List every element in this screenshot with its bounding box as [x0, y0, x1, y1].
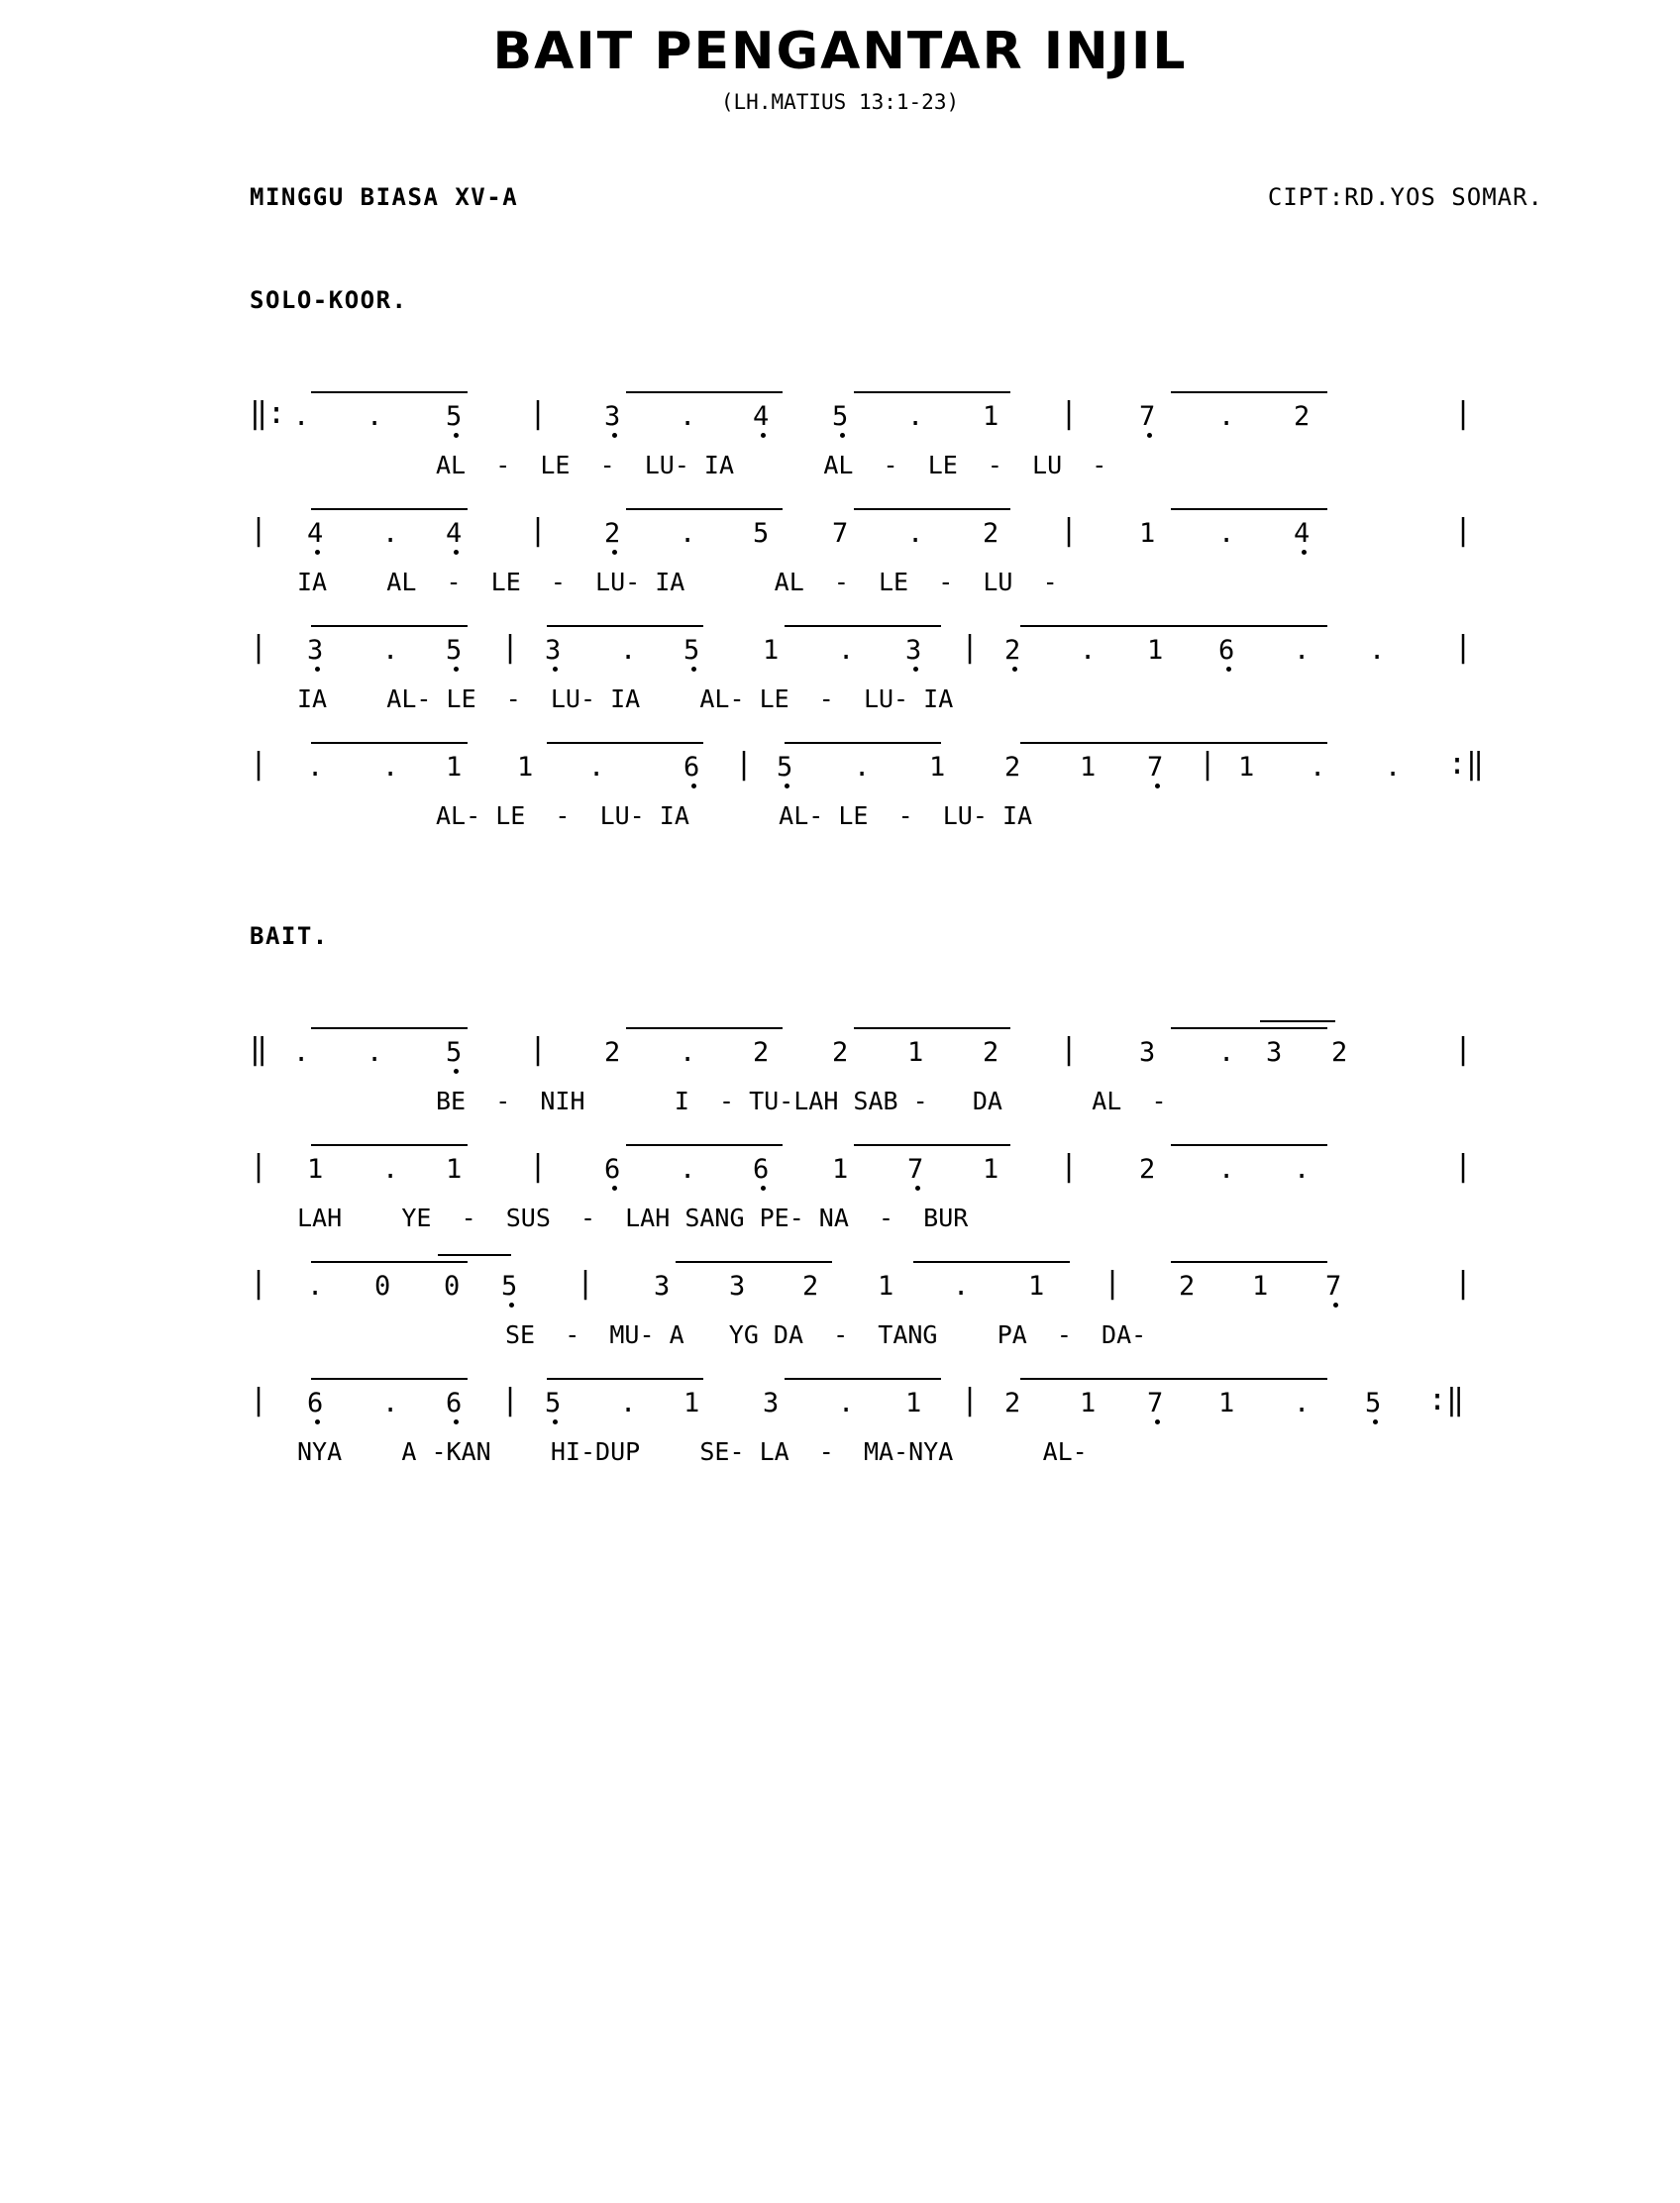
staff-row: [250, 369, 1680, 486]
note-token: .: [680, 1154, 696, 1186]
note-token: 3: [604, 401, 621, 433]
note-token: .: [1218, 1037, 1235, 1069]
lyric-line: BE - NIH I - TU-LAH SAB - DA AL -: [436, 1087, 1167, 1116]
note-token: 1: [832, 1154, 849, 1186]
note-token: 3: [763, 1388, 780, 1419]
barline: |: [1454, 630, 1473, 666]
note-token: 1: [983, 401, 999, 433]
note-token: .: [854, 752, 871, 784]
note-token: 5: [446, 401, 463, 433]
note-token: 6: [753, 1154, 770, 1186]
note-token: 2: [753, 1037, 770, 1069]
sheet-music-page: [0, 24, 1680, 2203]
note-token: .: [1294, 1154, 1311, 1186]
note-token: .: [907, 401, 924, 433]
note-token: 6: [1218, 635, 1235, 667]
note-token: 4: [753, 401, 770, 433]
note-token: 1: [307, 1154, 324, 1186]
barline: |: [961, 630, 980, 666]
note-token: .: [382, 1388, 399, 1419]
barline: |: [250, 1383, 268, 1418]
note-token: 2: [1179, 1271, 1196, 1303]
note-token: .: [1218, 1154, 1235, 1186]
barline: |: [1103, 1266, 1122, 1302]
note-token: .: [838, 1388, 855, 1419]
barline: |: [1199, 747, 1217, 783]
note-token: 3: [905, 635, 922, 667]
note-token: 3: [654, 1271, 671, 1303]
note-token: 1: [1028, 1271, 1045, 1303]
barline: |: [250, 1266, 268, 1302]
note-token: 1: [907, 1037, 924, 1069]
note-token: 7: [1139, 401, 1156, 433]
staff-row: [250, 1122, 1680, 1239]
note-token: .: [382, 518, 399, 550]
note-token: 2: [1294, 401, 1311, 433]
note-token: .: [680, 518, 696, 550]
note-token: 6: [683, 752, 700, 784]
lyric-line: IA AL - LE - LU- IA AL - LE - LU -: [297, 568, 1058, 597]
note-token: 2: [1004, 635, 1021, 667]
note-token: 5: [683, 635, 700, 667]
barline: |: [1454, 396, 1473, 432]
note-token: 2: [604, 518, 621, 550]
lyric-line: IA AL- LE - LU- IA AL- LE - LU- IA: [297, 684, 954, 714]
note-token: 2: [1004, 1388, 1021, 1419]
note-token: 5: [501, 1271, 518, 1303]
barline: |: [1060, 396, 1079, 432]
note-token: 2: [802, 1271, 819, 1303]
note-token: .: [307, 752, 324, 784]
note-token: 6: [604, 1154, 621, 1186]
lyric-line: NYA A -KAN HI-DUP SE- LA - MA-NYA AL-: [297, 1437, 1088, 1467]
note-token: 1: [1238, 752, 1255, 784]
note-token: 5: [753, 518, 770, 550]
note-token: 1: [517, 752, 534, 784]
note-token: .: [382, 635, 399, 667]
note-token: 3: [729, 1271, 746, 1303]
note-token: 1: [446, 752, 463, 784]
note-token: 7: [1325, 1271, 1342, 1303]
meta-row: [0, 183, 1680, 217]
note-token: .: [1294, 635, 1311, 667]
barline: |: [1454, 1266, 1473, 1302]
note-token: .: [1218, 401, 1235, 433]
note-token: 5: [1365, 1388, 1382, 1419]
note-token: 5: [545, 1388, 562, 1419]
repeat-end-sign: :‖: [1428, 1383, 1465, 1418]
note-token: 2: [1139, 1154, 1156, 1186]
staff-row: [250, 486, 1680, 603]
note-token: .: [680, 1037, 696, 1069]
page-subtitle: (LH.MATIUS 13:1-23): [720, 90, 960, 115]
note-token: 5: [777, 752, 793, 784]
note-token: .: [680, 401, 696, 433]
note-token: 4: [307, 518, 324, 550]
note-token: 1: [1139, 518, 1156, 550]
note-token: .: [382, 1154, 399, 1186]
note-token: .: [838, 635, 855, 667]
barline: |: [529, 1149, 548, 1185]
note-token: 2: [604, 1037, 621, 1069]
note-token: .: [1294, 1388, 1311, 1419]
note-token: .: [907, 518, 924, 550]
barline: |: [529, 1032, 548, 1068]
barline: |: [529, 396, 548, 432]
note-token: 2: [983, 518, 999, 550]
composer-label: CIPT:RD.YOS SOMAR.: [1267, 183, 1543, 212]
section-label-bait: BAIT.: [250, 922, 329, 951]
note-token: .: [1369, 635, 1386, 667]
note-token: 6: [307, 1388, 324, 1419]
barline: |: [1060, 1149, 1079, 1185]
note-token: 4: [446, 518, 463, 550]
note-token: .: [293, 401, 310, 433]
note-token: 7: [832, 518, 849, 550]
barline: |: [577, 1266, 595, 1302]
note-token: .: [588, 752, 605, 784]
barline: |: [250, 513, 268, 549]
note-token: .: [620, 1388, 637, 1419]
note-token: 1: [1147, 635, 1164, 667]
note-token: .: [1385, 752, 1402, 784]
barline: |: [501, 1383, 520, 1418]
note-token: 1: [763, 635, 780, 667]
note-token: 1: [878, 1271, 894, 1303]
note-token: 5: [446, 1037, 463, 1069]
note-token: .: [367, 401, 383, 433]
note-token: 1: [1080, 1388, 1097, 1419]
note-token: 1: [1218, 1388, 1235, 1419]
staff-row: [250, 720, 1680, 837]
note-token: 3: [1139, 1037, 1156, 1069]
note-token: 1: [1080, 752, 1097, 784]
note-token: 1: [983, 1154, 999, 1186]
barline: |: [1060, 1032, 1079, 1068]
note-token: .: [620, 635, 637, 667]
repeat-end-sign: :‖: [1448, 747, 1485, 783]
note-token: 3: [545, 635, 562, 667]
note-token: 1: [929, 752, 946, 784]
note-token: 5: [832, 401, 849, 433]
staff-row: [250, 1356, 1680, 1473]
note-token: 2: [1331, 1037, 1348, 1069]
barline: |: [1454, 1032, 1473, 1068]
note-token: 7: [1147, 752, 1164, 784]
staff-row: [250, 603, 1680, 720]
barline: |: [1454, 1149, 1473, 1185]
note-token: 3: [1266, 1037, 1283, 1069]
lyric-line: AL - LE - LU- IA AL - LE - LU -: [436, 451, 1107, 480]
barline: |: [1454, 513, 1473, 549]
note-token: 1: [683, 1388, 700, 1419]
barline-double: ‖: [250, 1032, 268, 1068]
note-token: 1: [905, 1388, 922, 1419]
note-token: .: [1080, 635, 1097, 667]
note-token: 1: [446, 1154, 463, 1186]
note-token: .: [953, 1271, 970, 1303]
note-token: .: [367, 1037, 383, 1069]
note-token: 2: [1004, 752, 1021, 784]
note-token: 7: [1147, 1388, 1164, 1419]
barline: |: [250, 1149, 268, 1185]
note-token: 5: [446, 635, 463, 667]
note-token: 2: [832, 1037, 849, 1069]
section-label-solo-koor: SOLO-KOOR.: [250, 286, 408, 315]
note-token: .: [382, 752, 399, 784]
note-token: 1: [1252, 1271, 1269, 1303]
note-token: 3: [307, 635, 324, 667]
note-token: .: [293, 1037, 310, 1069]
note-token: 0: [374, 1271, 391, 1303]
barline: |: [250, 630, 268, 666]
barline: |: [735, 747, 754, 783]
lyric-line: AL- LE - LU- IA AL- LE - LU- IA: [436, 801, 1033, 831]
barline: |: [961, 1383, 980, 1418]
note-token: 6: [446, 1388, 463, 1419]
barline: |: [501, 630, 520, 666]
occasion-label: MINGGU BIASA XV-A: [250, 183, 519, 212]
note-token: .: [1310, 752, 1326, 784]
lyric-line: SE - MU- A YG DA - TANG PA - DA-: [505, 1320, 1147, 1350]
staff-row: [250, 1005, 1680, 1122]
note-token: 0: [444, 1271, 461, 1303]
barline: |: [250, 747, 268, 783]
staff-row: [250, 1239, 1680, 1356]
note-token: .: [1218, 518, 1235, 550]
note-token: 2: [983, 1037, 999, 1069]
barline: |: [529, 513, 548, 549]
lyric-line: LAH YE - SUS - LAH SANG PE- NA - BUR: [297, 1204, 969, 1233]
note-token: 7: [907, 1154, 924, 1186]
repeat-start-sign: ‖:: [250, 396, 286, 432]
note-token: 4: [1294, 518, 1311, 550]
barline: |: [1060, 513, 1079, 549]
note-token: .: [307, 1271, 324, 1303]
page-title: BAIT PENGANTAR INJIL: [492, 22, 1188, 81]
